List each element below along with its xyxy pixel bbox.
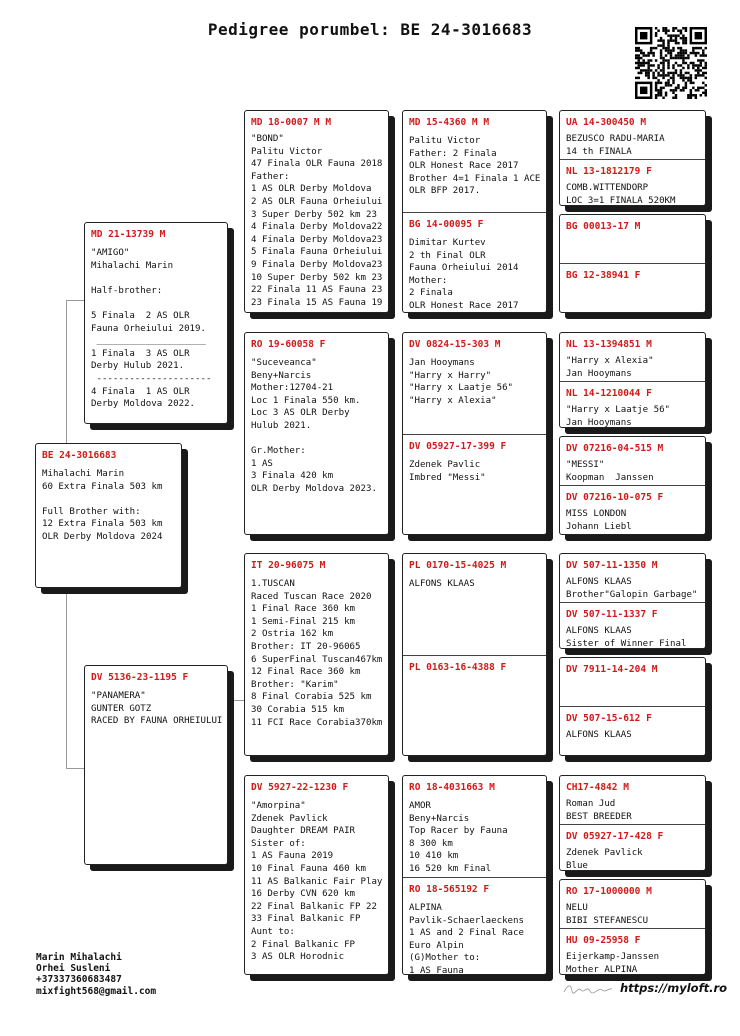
pigeon-details: "PANAMERA" GUNTER GOTZ RACED BY FAUNA ORHEIULUI [91, 691, 223, 727]
pigeon-details: Eijerkamp-Janssen Mother ALPINA [566, 952, 660, 975]
ring-number: RO 18-4031663 M [409, 782, 495, 793]
pigeon-details: Mihalachi Marin 60 Extra Finala 503 km Full Brother with: 12 Extra Finala 503 km OLR Derby Moldova 2024 [42, 469, 163, 542]
great-great-grandparent-card[interactable] [559, 436, 706, 535]
pigeon-details: AMOR Beny+Narcis Top Racer by Fauna 8 300 km 10 410 km 16 520 km Final [409, 801, 508, 874]
ring-number: NL 13-1394851 M [566, 339, 652, 350]
pigeon-details: ALFONS KLAAS Brother"Galopin Garbage" [566, 577, 698, 600]
ring-number: PL 0170-15-4025 M [409, 560, 507, 571]
pigeon-details: "Amorpina" Zdenek Pavlick Daughter DREAM PAIR Sister of: 1 AS Fauna 2019 10 Final Fauna 460 km 11 AS Balkanic Fair Play 16 Derby CVN 620 km 22 Final Balkanic FP 22 33 Final Balkanic FP Aunt to: 2 Final Balkanic FP 3 AS OLR Horodnic [251, 801, 383, 963]
pigeon-details: ALPINA Pavlik-Schaerlaeckens 1 AS and 2 Final Race Euro Alpin (G)Mother to: 1 AS Fauna [409, 903, 524, 975]
pigeon-details: COMB.WITTENDORP LOC 3=1 FINALA 520KM [566, 183, 676, 206]
ring-number: MD 15-4360 M M [409, 117, 490, 128]
connector-subject-sire [66, 300, 85, 445]
ring-number: DV 507-11-1350 M [566, 560, 658, 571]
great-great-grandparent-card[interactable] [559, 332, 706, 428]
grandparent-card[interactable] [244, 553, 389, 756]
dam-card[interactable] [84, 665, 228, 865]
great-great-grandparent-card[interactable] [559, 657, 706, 756]
ring-number: RO 18-565192 F [409, 884, 490, 895]
pigeon-details: "MESSI" Koopman Janssen [566, 460, 654, 483]
ring-number: MD 18-0007 M M [251, 117, 332, 128]
ring-number: DV 5927-22-1230 F [251, 782, 349, 793]
grandparent-card[interactable] [244, 775, 389, 975]
ring-number: PL 0163-16-4388 F [409, 662, 507, 673]
ring-number: RO 19-60058 F [251, 339, 326, 350]
signature-mark [562, 982, 614, 996]
great-great-grandparent-card[interactable] [559, 214, 706, 313]
ring-number: UA 14-300450 M [566, 117, 647, 128]
great-great-grandparent-card[interactable] [559, 110, 706, 206]
ring-number: DV 0824-15-303 M [409, 339, 501, 350]
great-great-grandparent-card[interactable] [559, 553, 706, 649]
great-grandparent-card[interactable] [402, 332, 547, 535]
pigeon-details: "BOND" Palitu Victor 47 Finala OLR Fauna 2018 Father: 1 AS OLR Derby Moldova 2 AS OLR Fauna Orheiului 3 Super Derby 502 km 23 4 Finala Derby Moldova22 4 Finala Derby Moldova23 5 Finala Fauna Orheiului 9 Finala Derby Moldova23 10 Super Derby 502 km 23 22 Finala 11 AS Fauna 23 23 Finala 15 AS Fauna 19 [251, 134, 383, 308]
pigeon-details: Jan Hooymans "Harry x Harry" "Harry x Laatje 56" "Harry x Alexia" [409, 358, 514, 406]
pigeon-details: "Suceveanca" Beny+Narcis Mother:12704-21 Loc 1 Finala 550 km. Loc 3 AS OLR Derby Hulub 2021. Gr.Mother: 1 AS 3 Finala 420 km OLR Derby Moldova 2023. [251, 358, 377, 494]
ring-number: NL 13-1812179 F [566, 166, 652, 177]
pigeon-details: "AMIGO" Mihalachi Marin Half-brother: 5 Finala 2 AS OLR Fauna Orheiului 2019. ____________________ 1 Finala 3 AS OLR Derby Hulub 2021. --------------------- 4 Finala 1 AS OLR Derby Moldova 2022. [91, 248, 212, 410]
pigeon-details: ALFONS KLAAS Sister of Winner Final [566, 626, 687, 649]
qr-code-icon [635, 27, 707, 99]
ring-number: NL 14-1210044 F [566, 388, 652, 399]
great-great-grandparent-card[interactable] [559, 775, 706, 871]
connector-subject-dam [66, 588, 85, 769]
page-title: Pedigree porumbel: BE 24-3016683 [207, 20, 533, 39]
great-grandparent-card[interactable] [402, 553, 547, 756]
ring-number: DV 5136-23-1195 F [91, 672, 189, 683]
ring-number: BE 24-3016683 [42, 450, 117, 461]
great-great-grandparent-card[interactable] [559, 879, 706, 975]
pigeon-details: MISS LONDON Johann Liebl [566, 509, 632, 532]
pigeon-details: "Harry x Alexia" Jan Hooymans [566, 356, 654, 379]
pigeon-details: Roman Jud BEST BREEDER [566, 799, 632, 822]
pigeon-details: NELU BIBI STEFANESCU [566, 903, 649, 926]
pigeon-details: Palitu Victor Father: 2 Finala OLR Honest Race 2017 Brother 4=1 Finala 1 ACE OLR BFP 2017. [409, 136, 541, 197]
ring-number: CH17-4842 M [566, 782, 629, 793]
pigeon-details: ALFONS KLAAS [409, 579, 475, 589]
ring-number: DV 05927-17-399 F [409, 441, 507, 452]
ring-number: DV 507-15-612 F [566, 713, 652, 724]
owner-contact: Marin Mihalachi Orhei Susleni +37337360683487 mixfight568@gmail.com [36, 952, 157, 997]
pigeon-details: 1.TUSCAN Raced Tuscan Race 2020 1 Final Race 360 km 1 Semi-Final 215 km 2 Ostria 162 km Brother: IT 20-96065 6 SuperFinal Tuscan467km 12 Final Race 360 km Brother: "Karim" 8 Final Corabia 525 km 30 Corabia 515 km 11 FCI Race Corabia370km [251, 579, 383, 728]
great-grandparent-card[interactable] [402, 775, 547, 975]
sire-card[interactable] [84, 222, 228, 424]
pigeon-details: Zdenek Pavlic Imbred "Messi" [409, 460, 486, 483]
ring-number: HU 09-25958 F [566, 935, 641, 946]
pigeon-details: "Harry x Laatje 56" Jan Hooymans [566, 405, 671, 428]
connector-dam-gp [228, 700, 244, 702]
pigeon-details: Zdenek Pavlick Blue [566, 848, 643, 871]
pigeon-details: Dimitar Kurtev 2 th Final OLR Fauna Orheiului 2014 Mother: 2 Finala OLR Honest Race 2017 [409, 238, 519, 311]
ring-number: MD 21-13739 M [91, 229, 166, 240]
ring-number: BG 00013-17 M [566, 221, 641, 232]
pigeon-details: ALFONS KLAAS [566, 730, 632, 740]
ring-number: DV 07216-04-515 M [566, 443, 664, 454]
subject-card[interactable] [35, 443, 182, 588]
ring-number: DV 507-11-1337 F [566, 609, 658, 620]
ring-number: BG 14-00095 F [409, 219, 484, 230]
ring-number: BG 12-38941 F [566, 270, 641, 281]
pigeon-details: BEZUSCO RADU-MARIA 14 th FINALA [566, 134, 665, 157]
grandparent-card[interactable] [244, 332, 389, 535]
website-link[interactable]: https://myloft.ro [620, 981, 728, 995]
great-grandparent-card[interactable] [402, 110, 547, 313]
ring-number: DV 07216-10-075 F [566, 492, 664, 503]
ring-number: DV 7911-14-204 M [566, 664, 658, 675]
ring-number: DV 05927-17-428 F [566, 831, 664, 842]
grandparent-card[interactable] [244, 110, 389, 313]
ring-number: IT 20-96075 M [251, 560, 326, 571]
ring-number: RO 17-1000000 M [566, 886, 652, 897]
